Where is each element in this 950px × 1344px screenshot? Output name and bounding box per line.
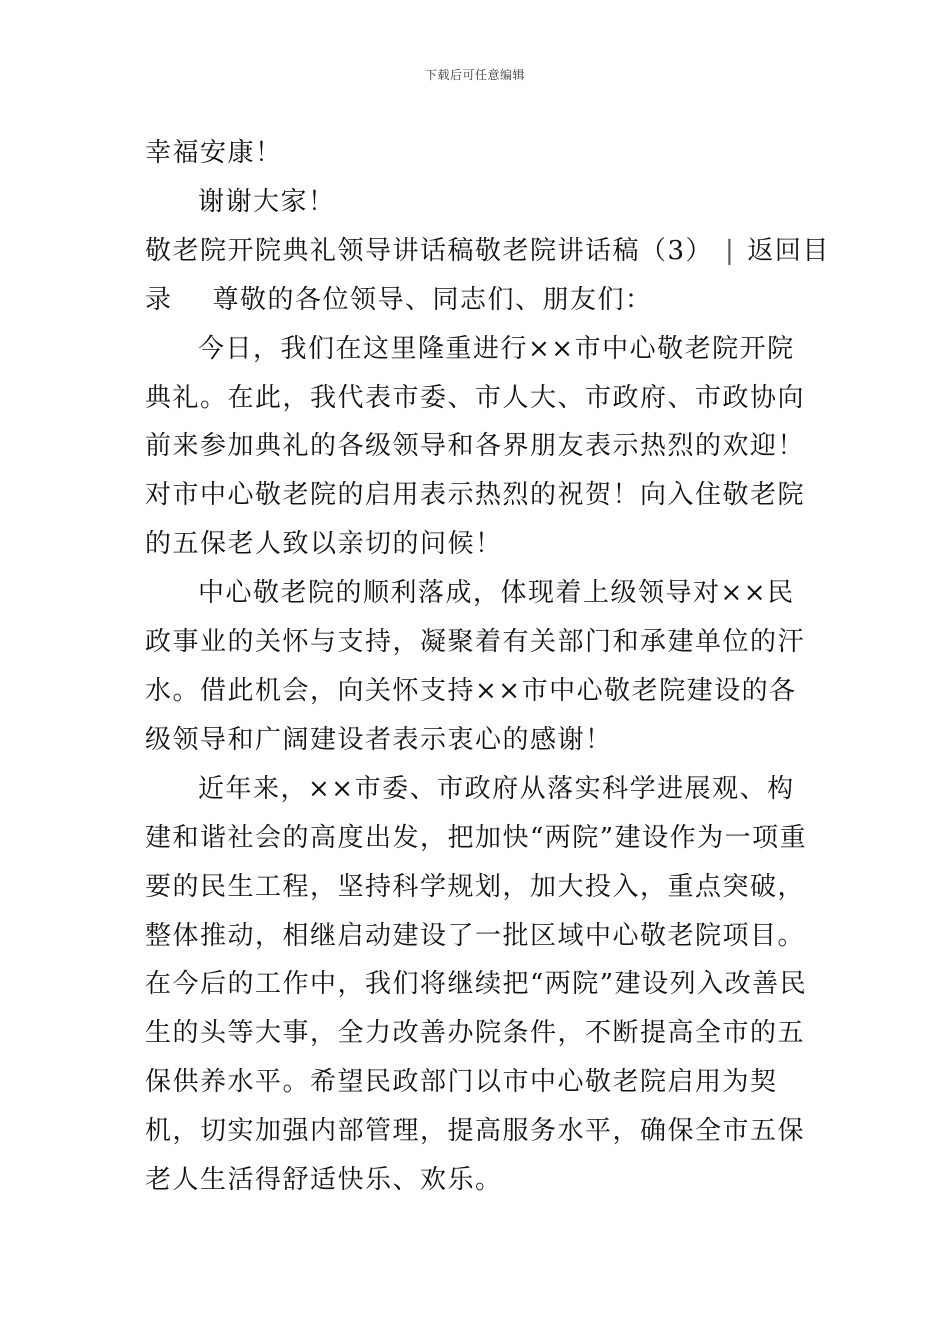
return-to-toc-link[interactable]: 返回目 [747, 235, 830, 266]
page-header: 下载后可任意编辑 [424, 68, 525, 82]
closing-line: 幸福安康！ [145, 138, 283, 168]
thanks-line: 谢谢大家！ [198, 186, 336, 217]
document-body [145, 129, 830, 1205]
paragraph: 中心敬老院的顺利落成，体现着上级领导对××民政事业的关怀与支持，凝聚着有关部门和承建单位的汗水。借此机会，向关怀支持××市中心敬老院建设的各级领导和广阔建设者表示衷心的感谢！ [145, 578, 806, 755]
paragraph: 今日，我们在这里隆重进行××市中心敬老院开院典礼。在此，我代表市委、市人大、市政府、市政协向前来参加典礼的各级领导和各界朋友表示热烈的欢迎！对市中心敬老院的启用表示热烈的祝贺！向入住敬老院的五保老人致以亲切的问候！ [145, 333, 806, 560]
return-to-toc-link-continued[interactable]: 录 [145, 284, 173, 315]
section-title-line [145, 227, 830, 276]
section-title: 敬老院开院典礼领导讲话稿敬老院讲话稿（3） [145, 235, 714, 266]
salutation-line [145, 276, 810, 325]
separator: | [725, 235, 736, 266]
salutation: 尊敬的各位领导、同志们、朋友们： [212, 284, 653, 315]
paragraph: 近年来，××市委、市政府从落实科学进展观、构建和谐社会的高度出发，把加快“两院”建设作为一项重要的民生工程，坚持科学规划，加大投入，重点突破，整体推动，相继启动建设了一批区域中心敬老院项目。在今后的工作中，我们将继续把“两院”建设列入改善民生的头等大事，全力改善办院条件，不断提高全市的五保供养水平。希望民政部门以市中心敬老院启用为契机，切实加强内部管理，提高服务水平，确保全市五保老人生活得舒适快乐、欢乐。 [145, 773, 808, 1196]
